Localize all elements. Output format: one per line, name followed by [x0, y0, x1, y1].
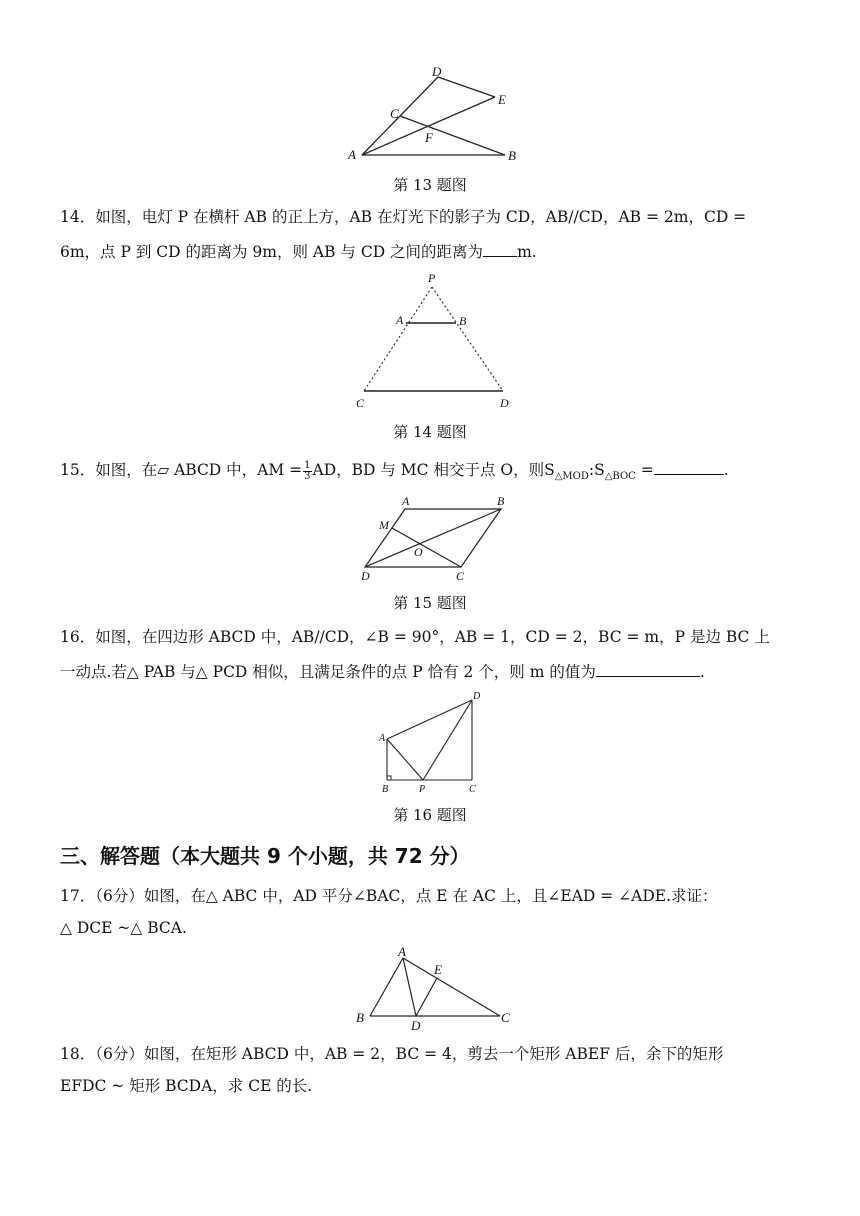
fig17-label-a: A — [398, 944, 406, 959]
fig16-label-b: B — [382, 784, 389, 795]
fig16-label-d: D — [473, 691, 481, 702]
figure-15-diagram — [355, 492, 515, 584]
q16-answer-blank — [596, 660, 700, 677]
fig14-label-c: C — [356, 396, 365, 410]
figure-13-diagram — [340, 66, 540, 166]
q18-line2: EFDC ~ 矩形 BCDA，求 CE 的长. — [60, 1077, 313, 1095]
fig15-label-c: C — [456, 569, 465, 583]
q16-line2 — [60, 660, 705, 683]
q16-line1: 16．如图，在四边形 ABCD 中，AB//CD，∠B = 90°，AB = 1，CD = 2，BC = m，P 是边 BC 上 — [60, 628, 770, 646]
fig16-segment-ap — [387, 739, 423, 780]
fig13-label-c: C — [390, 106, 399, 121]
fig17-segment-de — [416, 978, 437, 1016]
fig15-label-d: D — [361, 569, 370, 583]
fig14-caption: 第 14 题图 — [393, 423, 467, 441]
fig17-bisector-ad — [403, 958, 416, 1016]
fig14-label-d: D — [500, 396, 509, 410]
fig17-side-ac — [403, 958, 500, 1016]
fig13-line-cb — [400, 116, 505, 155]
fig14-label-a: A — [396, 313, 404, 327]
fig16-label-a: A — [379, 733, 386, 744]
fig16-label-p: P — [419, 784, 426, 795]
q15-colon: :S — [588, 461, 605, 479]
q16-end: . — [699, 663, 705, 681]
figure-16 — [372, 688, 492, 798]
fig14-ray-pd — [432, 287, 503, 391]
fig14-label-p: P — [428, 271, 436, 285]
fig17-label-c: C — [501, 1010, 510, 1025]
fig13-label-e: E — [498, 92, 506, 107]
fig13-label-a: A — [348, 147, 356, 162]
q16-line2-text: 一动点.若△ PAB 与△ PCD 相似，且满足条件的点 P 恰有 2 个，则 m 的值为 — [60, 663, 596, 681]
fig13-line-de — [438, 77, 495, 97]
fig15-label-m: M — [379, 518, 389, 532]
fig15-label-o: O — [414, 545, 423, 559]
fig15-label-a: A — [402, 494, 410, 508]
q14-line2-unit: m. — [517, 243, 537, 261]
fig14-label-b: B — [459, 314, 467, 328]
fig17-label-d: D — [411, 1018, 421, 1033]
q14-answer-blank — [483, 240, 517, 257]
q15-sub-boc: △BOC — [604, 471, 636, 483]
q15-end: . — [723, 461, 729, 479]
q15-text-mid: AD，BD 与 MC 相交于点 O，则S — [312, 461, 555, 479]
figure-14 — [350, 270, 520, 415]
q15-frac-num: 1 — [304, 459, 311, 471]
fig13-label-b: B — [508, 148, 516, 163]
fig16-caption: 第 16 题图 — [393, 806, 467, 824]
figure-16-diagram — [372, 688, 492, 798]
fig15-label-b: B — [497, 494, 505, 508]
fig16-label-c: C — [469, 784, 476, 795]
q17-line2: △ DCE ~△ BCA. — [60, 919, 187, 937]
q14-line2 — [60, 240, 537, 263]
q15-sub-mod: △MOD — [554, 471, 589, 483]
fig16-side-ad — [387, 700, 472, 739]
fig13-label-f: F — [425, 130, 433, 145]
q15-equals: = — [635, 461, 654, 479]
figure-17 — [348, 944, 523, 1034]
figure-13 — [340, 66, 540, 166]
q14-line2-text: 6m，点 P 到 CD 的距离为 9m，则 AB 与 CD 之间的距离为 — [60, 243, 484, 261]
q15-text-pre: 15．如图，在▱ ABCD 中，AM = — [60, 461, 303, 479]
fig16-right-angle-mark — [387, 776, 391, 780]
fig16-segment-pd — [423, 700, 472, 780]
figure-14-diagram — [350, 270, 520, 415]
fig15-line-mc — [392, 528, 461, 567]
fig17-side-ab — [370, 958, 403, 1016]
fig17-label-b: B — [356, 1010, 364, 1025]
fig17-label-e: E — [434, 962, 442, 977]
figure-17-diagram — [348, 944, 523, 1034]
q15-fraction — [303, 461, 311, 482]
q15-line — [60, 458, 729, 488]
q15-answer-blank — [654, 458, 724, 475]
q15-frac-den: 3 — [304, 470, 311, 482]
fig14-ray-pc — [364, 287, 432, 391]
section-3-heading: 三、解答题（本大题共 9 个小题，共 72 分） — [60, 844, 470, 868]
fig13-caption: 第 13 题图 — [393, 176, 467, 194]
fig15-caption: 第 15 题图 — [393, 594, 467, 612]
fig13-label-d: D — [432, 64, 442, 79]
q14-line1: 14．如图，电灯 P 在横杆 AB 的正上方，AB 在灯光下的影子为 CD，AB//CD，AB = 2m，CD = — [60, 208, 747, 226]
q17-line1: 17．（6分）如图，在△ ABC 中，AD 平分∠BAC，点 E 在 AC 上，且∠EAD = ∠ADE.求证： — [60, 887, 718, 905]
figure-15 — [355, 492, 515, 584]
q18-line1: 18．（6分）如图，在矩形 ABCD 中，AB = 2，BC = 4，剪去一个矩形 ABEF 后，余下的矩形 — [60, 1045, 724, 1063]
